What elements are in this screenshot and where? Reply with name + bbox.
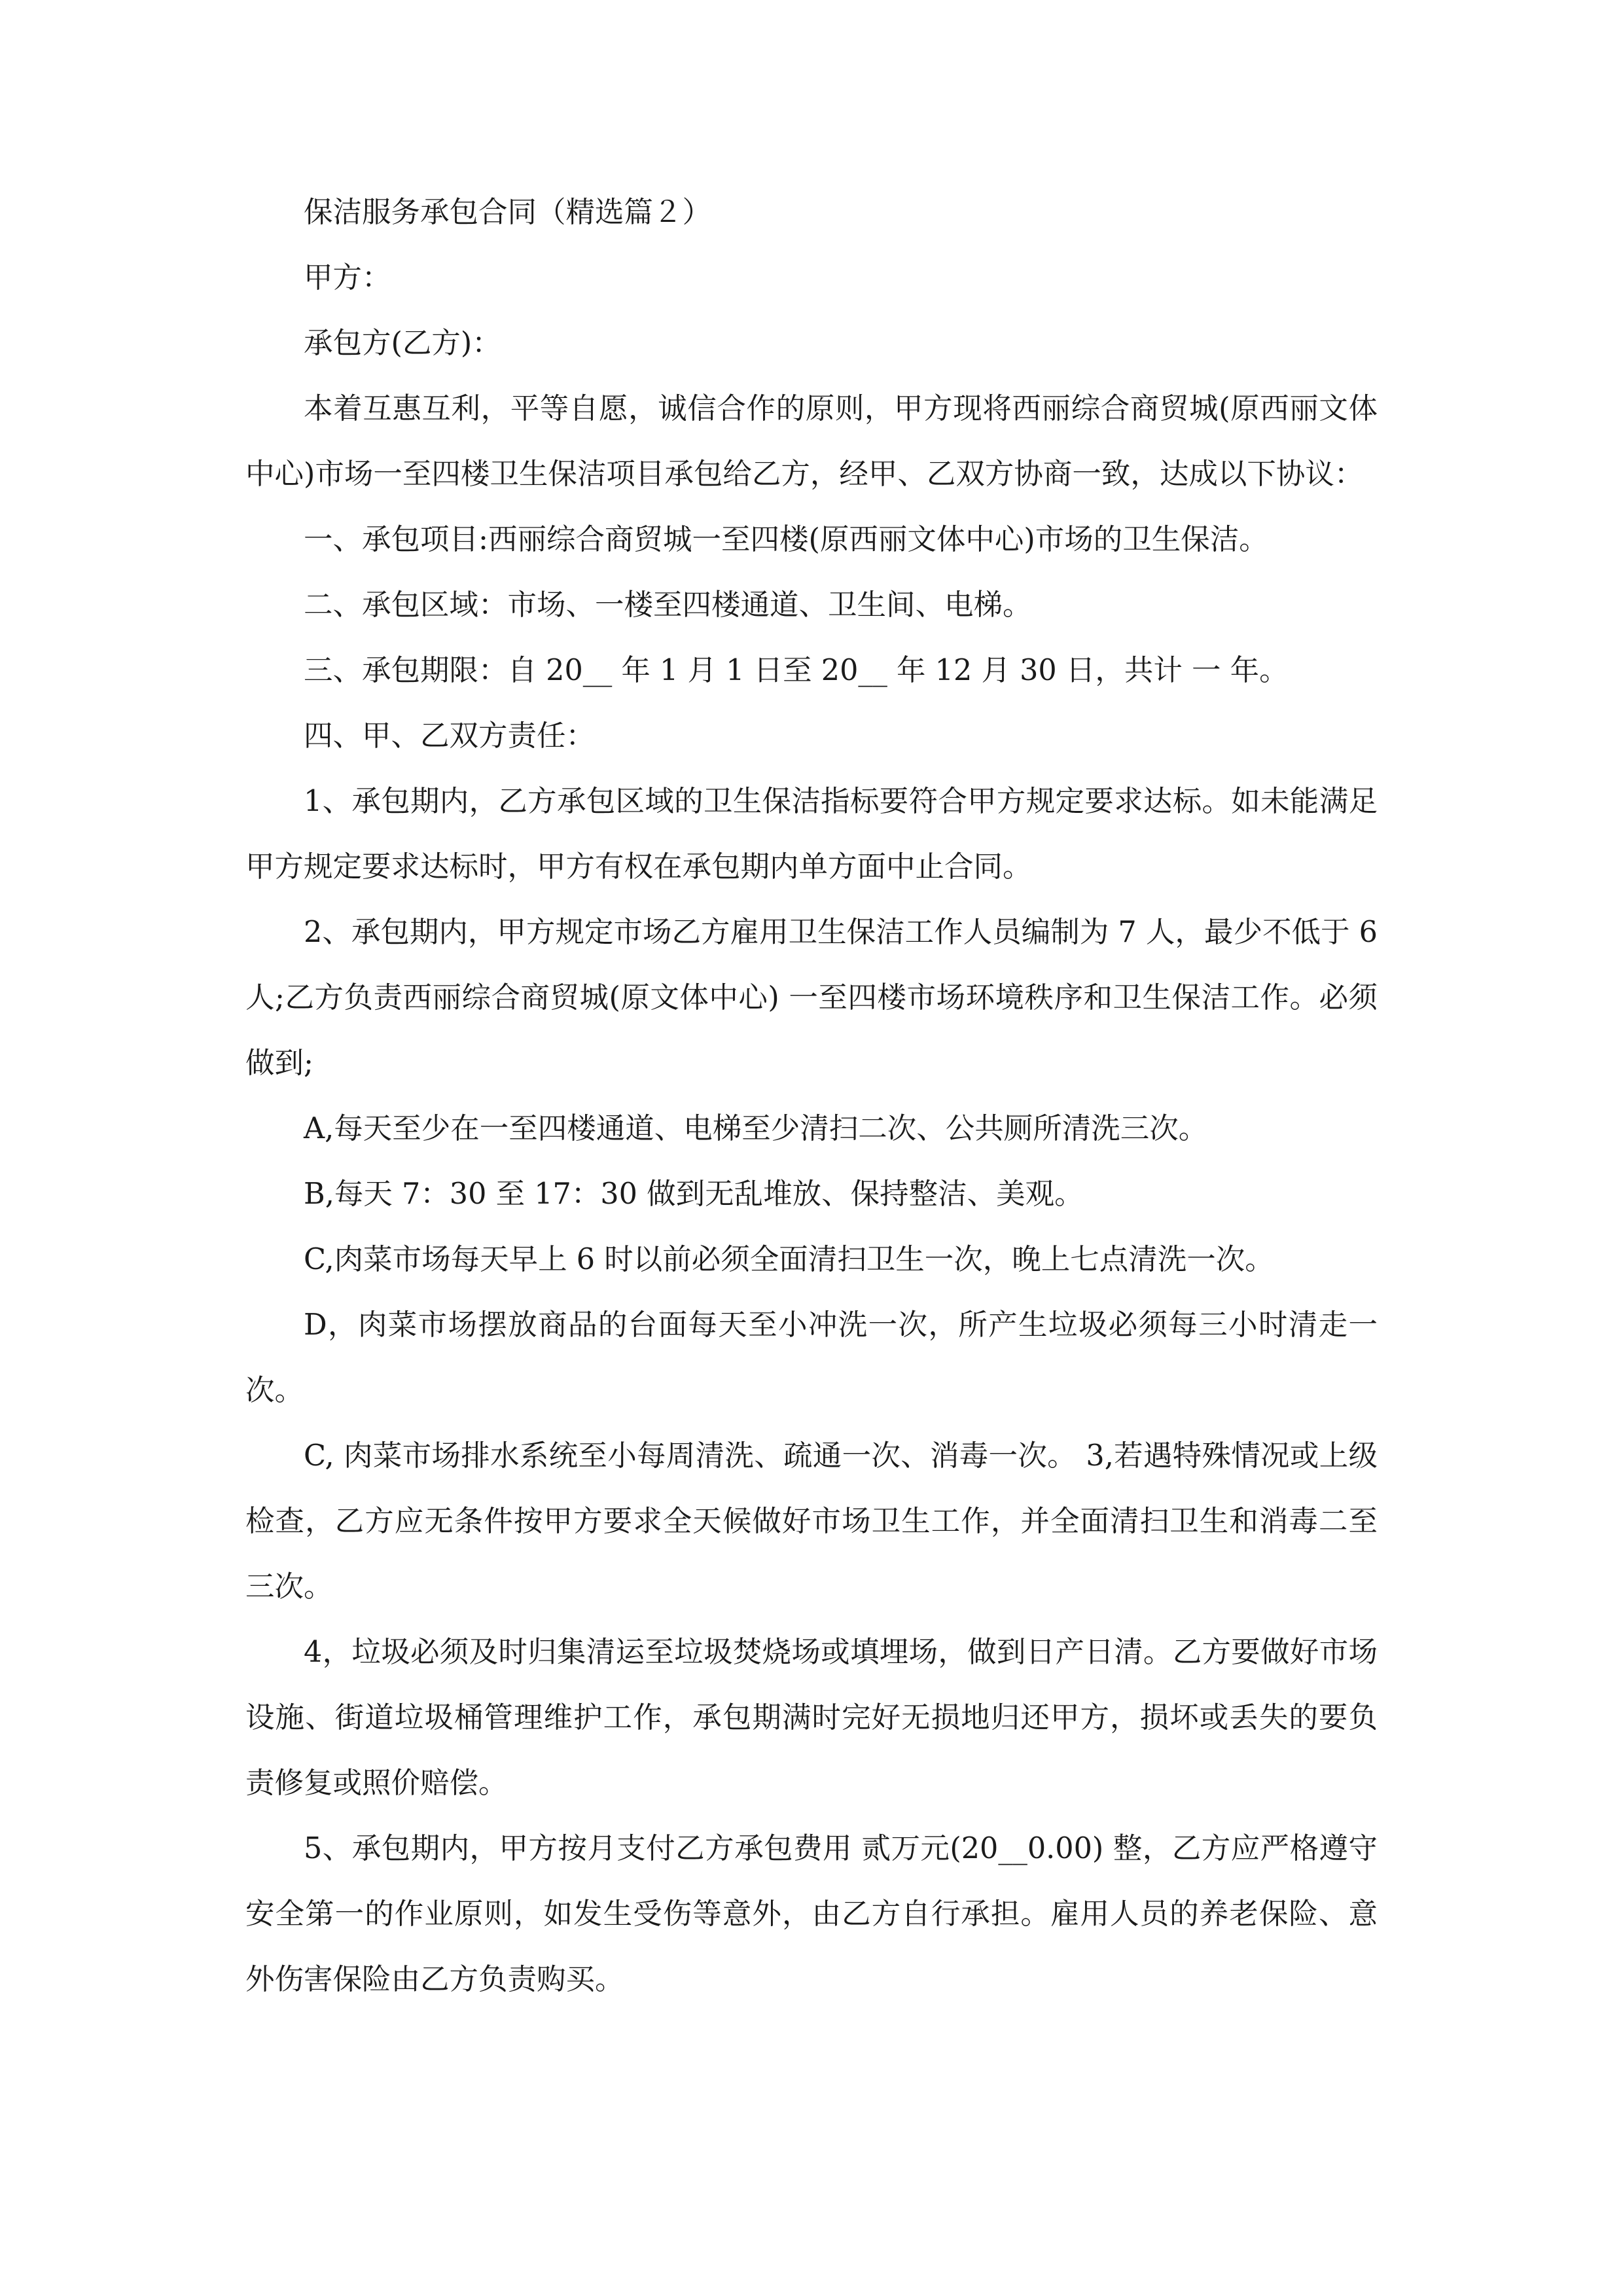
paragraph-item-1: 一、承包项目:西丽综合商贸城一至四楼(原西丽文体中心)市场的卫生保洁。 xyxy=(304,523,1268,556)
paragraph-clause-1: 1、承包期内，乙方承包区域的卫生保洁指标要符合甲方规定要求达标。如未能满足甲方规定要求达标时，甲方有权在承包期内单方面中止合同。 xyxy=(245,785,1378,884)
paragraph-item-2: 二、承包区域：市场、一楼至四楼通道、卫生间、电梯。 xyxy=(304,588,1032,622)
document-title: 保洁服务承包合同（精选篇２） xyxy=(304,196,712,229)
paragraph-clause-5: 5、承包期内，甲方按月支付乙方承包费用 贰万元(20__0.00) 整，乙方应严格遵守安全第一的作业原则，如发生受伤等意外，由乙方自行承担。雇用人员的养老保险、意外伤害保险由乙方负责购买。 xyxy=(245,1832,1378,1996)
party-a-line: 甲方： xyxy=(304,261,391,295)
party-b-line: 承包方(乙方)： xyxy=(304,327,501,360)
paragraph-clause-c-2: C, 肉菜市场排水系统至小每周清洗、疏通一次、消毒一次。 3,若遇特殊情况或上级检查，乙方应无条件按甲方要求全天候做好市场卫生工作，并全面清扫卫生和消毒二至三次。 xyxy=(245,1439,1378,1604)
paragraph-clause-d: D，肉菜市场摆放商品的台面每天至小冲洗一次，所产生垃圾必须每三小时清走一次。 xyxy=(245,1308,1378,1407)
paragraph-item-3: 三、承包期限：自 20__ 年 1 月 1 日至 20__ 年 12 月 30 日，共计 一 年。 xyxy=(304,654,1289,687)
document-body xyxy=(245,180,1378,2013)
paragraph-clause-c: C,肉菜市场每天早上 6 时以前必须全面清扫卫生一次，晚上七点清洗一次。 xyxy=(304,1243,1274,1276)
paragraph-clause-4: 4，垃圾必须及时归集清运至垃圾焚烧场或填埋场，做到日产日清。乙方要做好市场设施、街道垃圾桶管理维护工作，承包期满时完好无损地归还甲方，损坏或丢失的要负责修复或照价赔偿。 xyxy=(245,1636,1378,1800)
paragraph-clause-b: B,每天 7：30 至 17：30 做到无乱堆放、保持整洁、美观。 xyxy=(304,1177,1084,1211)
paragraph-clause-a: A,每天至少在一至四楼通道、电梯至少清扫二次、公共厕所清洗三次。 xyxy=(304,1112,1208,1145)
paragraph-preamble: 本着互惠互利，平等自愿，诚信合作的原则，甲方现将西丽综合商贸城(原西丽文体中心)市场一至四楼卫生保洁项目承包给乙方，经甲、乙双方协商一致，达成以下协议： xyxy=(245,392,1378,491)
paragraph-clause-2: 2、承包期内，甲方规定市场乙方雇用卫生保洁工作人员编制为 7 人，最少不低于 6 人;乙方负责西丽综合商贸城(原文体中心) 一至四楼市场环境秩序和卫生保洁工作。必须做到; xyxy=(245,916,1378,1080)
paragraph-item-4: 四、甲、乙双方责任： xyxy=(304,719,596,753)
